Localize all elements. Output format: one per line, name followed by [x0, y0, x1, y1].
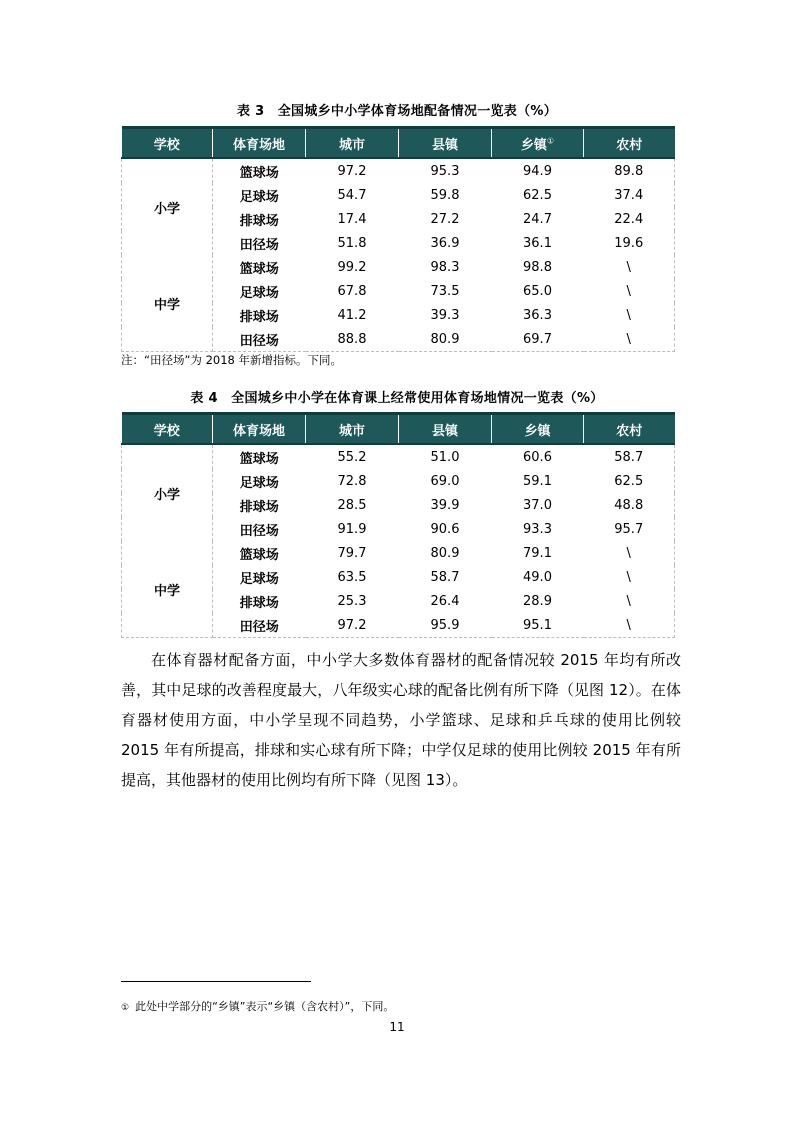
footnote-mark: ①: [121, 1003, 130, 1013]
value-cell: 99.2: [337, 259, 367, 275]
table4-title: 表 4 全国城乡中小学在体育课上经常使用体育场地情况一览表（%）: [190, 391, 604, 406]
footnote-ref-mark: ①: [546, 136, 555, 146]
value-cell: \: [584, 303, 675, 327]
value-cell: 51.0: [430, 449, 460, 465]
value-cell: 88.8: [306, 327, 399, 352]
value-cell: 79.1: [523, 545, 552, 561]
school-cell: 小学: [122, 444, 213, 541]
value-cell: 91.9: [337, 521, 367, 537]
value-cell: 69.0: [430, 473, 460, 489]
value-cell: 73.5: [430, 283, 460, 299]
venue-cell: 田径场: [213, 613, 306, 638]
school-cell: 小学: [122, 158, 213, 255]
table4-header-township: 乡镇: [492, 414, 584, 445]
venue-cell: 排球场: [239, 309, 279, 325]
value-cell: \: [584, 565, 675, 589]
footnote-divider: [121, 981, 311, 982]
value-cell: \: [584, 589, 675, 613]
table3-header-venue: 体育场地: [213, 128, 306, 159]
footnote: [121, 998, 394, 1014]
venue-cell: 排球场: [239, 213, 279, 229]
value-cell: 93.3: [523, 521, 552, 537]
value-cell: 98.8: [523, 259, 552, 275]
table4-header-school: 学校: [122, 414, 213, 445]
venue-cell: 篮球场: [239, 165, 279, 181]
value-cell: 19.6: [584, 231, 675, 255]
value-cell: 27.2: [430, 211, 460, 227]
value-cell: 58.7: [584, 444, 675, 469]
table4-header-county: 县镇: [399, 414, 492, 445]
venue-cell: 足球场: [239, 189, 279, 205]
table3: [121, 126, 675, 352]
table4-header-venue: 体育场地: [213, 414, 306, 445]
table3-header-county: 县镇: [399, 128, 492, 159]
value-cell: 67.8: [337, 283, 367, 299]
venue-cell: 田径场: [239, 237, 279, 253]
value-cell: 26.4: [430, 593, 460, 609]
venue-cell: 篮球场: [239, 547, 279, 563]
table3-header-school: 学校: [122, 128, 213, 159]
venue-cell: 田径场: [239, 523, 279, 539]
value-cell: 58.7: [430, 569, 460, 585]
value-cell: \: [584, 613, 675, 638]
value-cell: 80.9: [430, 545, 460, 561]
value-cell: 37.0: [523, 497, 552, 513]
value-cell: 63.5: [337, 569, 367, 585]
venue-cell: 排球场: [239, 499, 279, 515]
value-cell: 95.7: [584, 517, 675, 541]
value-cell: 48.8: [584, 493, 675, 517]
value-cell: 39.9: [430, 497, 460, 513]
table-row: [122, 444, 675, 469]
value-cell: 98.3: [430, 259, 460, 275]
venue-cell: 排球场: [239, 595, 279, 611]
venue-cell: 篮球场: [239, 261, 279, 277]
value-cell: 90.6: [430, 521, 460, 537]
venue-cell: 足球场: [239, 475, 279, 491]
venue-cell: 田径场: [213, 327, 306, 352]
table-row: [122, 255, 675, 279]
table3-title: 表 3 全国城乡中小学体育场地配备情况一览表（%）: [236, 104, 558, 119]
value-cell: 80.9: [399, 327, 492, 352]
value-cell: 97.2: [337, 163, 367, 179]
venue-cell: 足球场: [239, 285, 279, 301]
value-cell: 60.6: [523, 449, 552, 465]
value-cell: 36.9: [430, 235, 460, 251]
table4: [121, 412, 675, 638]
paragraph-text: 在体育器材配备方面，中小学大多数体育器材的配备情况较 2015 年均有所改善，其中足球的改善程度最大，八年级实心球的配备比例有所下降（见图 12）。在体育器材使用方面，中小学呈现不同趋势，小学篮球、足球和乒乓球的使用比例较 2015 年有所提高，排球和实心球有所下降；中学仅足球的使用比例较 2015 年有所提高，其他器材的使用比例均有所下降（见图 13）。: [121, 651, 681, 789]
value-cell: 59.8: [430, 187, 460, 203]
value-cell: 59.1: [523, 473, 552, 489]
value-cell: 95.1: [492, 613, 584, 638]
value-cell: 36.3: [523, 307, 552, 323]
value-cell: 17.4: [337, 211, 367, 227]
value-cell: \: [584, 541, 675, 565]
value-cell: 36.1: [523, 235, 552, 251]
page-number: 11: [389, 1020, 405, 1034]
table-row: [122, 158, 675, 183]
table4-header-rural: 农村: [584, 414, 675, 445]
value-cell: 25.3: [337, 593, 367, 609]
value-cell: 94.9: [523, 163, 552, 179]
value-cell: 97.2: [306, 613, 399, 638]
table3-header-rural: 农村: [584, 128, 675, 159]
value-cell: 37.4: [584, 183, 675, 207]
value-cell: 95.9: [399, 613, 492, 638]
value-cell: 79.7: [337, 545, 367, 561]
value-cell: \: [584, 279, 675, 303]
value-cell: 95.3: [430, 163, 460, 179]
venue-cell: 足球场: [239, 571, 279, 587]
value-cell: 65.0: [523, 283, 552, 299]
table3-note: 注：“田径场”为 2018 年新增指标。下同。: [121, 353, 342, 367]
table3-header-township: [492, 128, 584, 159]
value-cell: 49.0: [523, 569, 552, 585]
table-row: [122, 541, 675, 565]
value-cell: 62.5: [523, 187, 552, 203]
value-cell: 89.8: [584, 158, 675, 183]
table4-header-row: [122, 414, 675, 445]
value-cell: 41.2: [337, 307, 367, 323]
value-cell: \: [584, 255, 675, 279]
value-cell: 54.7: [337, 187, 367, 203]
table3-header-row: [122, 128, 675, 159]
value-cell: 51.8: [337, 235, 367, 251]
school-cell: 中学: [122, 255, 213, 352]
value-cell: 69.7: [492, 327, 584, 352]
table3-header-township-label: 乡镇: [520, 137, 547, 153]
table3-header-city: 城市: [306, 128, 399, 159]
value-cell: 55.2: [337, 449, 367, 465]
venue-cell: 篮球场: [239, 451, 279, 467]
value-cell: 22.4: [584, 207, 675, 231]
value-cell: 24.7: [523, 211, 552, 227]
value-cell: 28.5: [337, 497, 367, 513]
table4-header-city: 城市: [306, 414, 399, 445]
value-cell: 39.3: [430, 307, 460, 323]
value-cell: 62.5: [584, 469, 675, 493]
value-cell: 72.8: [337, 473, 367, 489]
value-cell: \: [584, 327, 675, 352]
school-cell: 中学: [122, 541, 213, 638]
value-cell: 28.9: [523, 593, 552, 609]
footnote-text: 此处中学部分的“乡镇”表示“乡镇（含农村）”，下同。: [135, 1000, 395, 1013]
body-paragraph: [121, 645, 681, 795]
